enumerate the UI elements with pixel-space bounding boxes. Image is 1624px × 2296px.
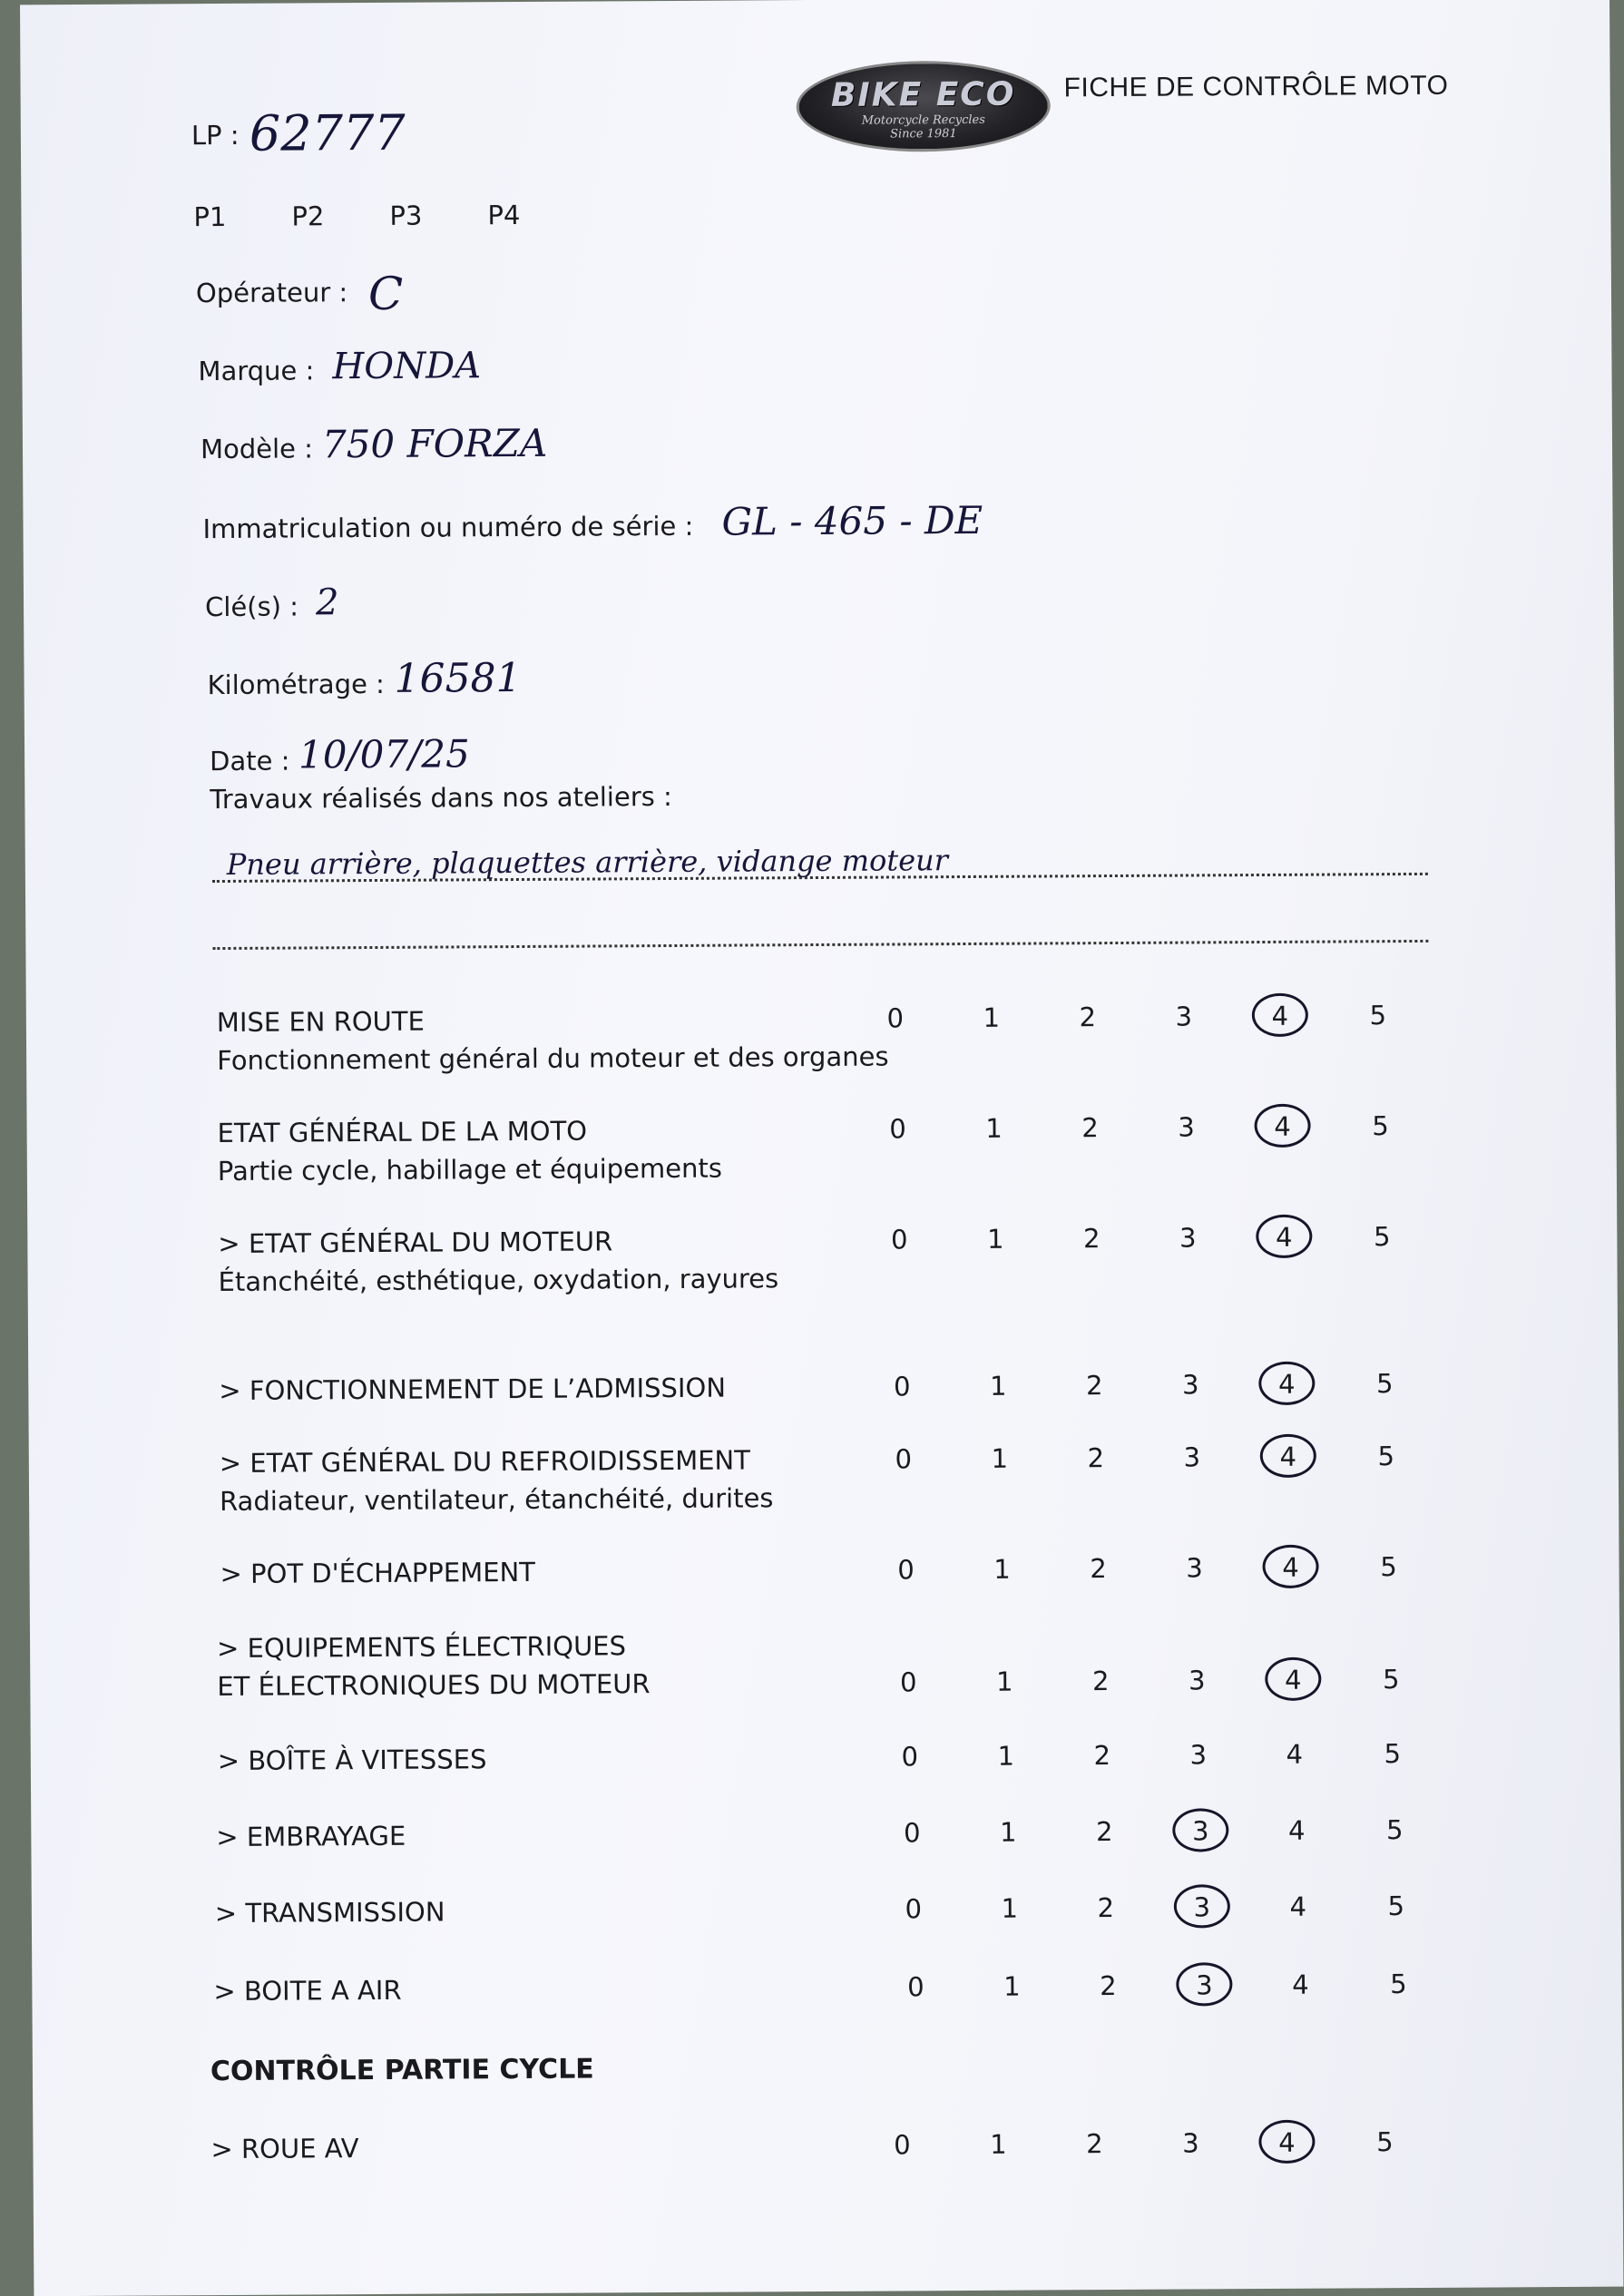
row-score-0[interactable]: 0 xyxy=(904,1817,921,1849)
travaux-value[interactable]: Pneu arrière, plaquettes arrière, vidange moteur xyxy=(226,843,949,882)
row-score-1[interactable]: 1 xyxy=(989,1370,1007,1402)
row-score-1[interactable]: 1 xyxy=(985,1112,1003,1144)
row-score-0[interactable]: 0 xyxy=(895,1443,913,1475)
row-score-0[interactable]: 0 xyxy=(901,1741,919,1773)
row-score-2[interactable]: 2 xyxy=(1083,1223,1101,1255)
row-score-2[interactable]: 2 xyxy=(1087,1442,1105,1474)
row-score-1[interactable]: 1 xyxy=(995,1666,1013,1697)
row-selected-circle xyxy=(1254,1104,1310,1148)
row-score-0[interactable]: 0 xyxy=(907,1971,925,2003)
immat-value[interactable]: GL - 465 - DE xyxy=(721,497,983,544)
row-score-5[interactable]: 5 xyxy=(1372,1110,1389,1142)
row-title: > EMBRAYAGE xyxy=(216,1820,406,1853)
row-score-2[interactable]: 2 xyxy=(1093,1740,1111,1772)
sheet-title: FICHE DE CONTRÔLE MOTO xyxy=(1063,70,1449,103)
row-score-3[interactable]: 3 xyxy=(1181,1369,1199,1401)
logo-brand: BIKE ECO xyxy=(830,75,1016,114)
row-title: MISE EN ROUTE xyxy=(216,1005,425,1039)
cles-value[interactable]: 2 xyxy=(315,581,339,624)
bike-eco-logo xyxy=(796,60,1051,152)
row-score-2[interactable]: 2 xyxy=(1085,1370,1103,1402)
row-score-3[interactable]: 3 xyxy=(1186,1552,1203,1584)
row-score-4[interactable]: 4 xyxy=(1276,1221,1293,1253)
row-title: > EQUIPEMENTS ÉLECTRIQUES xyxy=(216,1630,627,1665)
row-score-1[interactable]: 1 xyxy=(1001,1892,1019,1924)
row-score-4[interactable]: 4 xyxy=(1289,1891,1307,1922)
lp-value[interactable]: 62777 xyxy=(249,103,406,162)
row-score-5[interactable]: 5 xyxy=(1374,1221,1391,1253)
row-score-1[interactable]: 1 xyxy=(987,1223,1004,1255)
marque-label: Marque : xyxy=(198,355,315,387)
section-partie-cycle: CONTRÔLE PARTIE CYCLE xyxy=(210,2053,594,2088)
row-title: > ETAT GÉNÉRAL DU REFROIDISSEMENT xyxy=(219,1444,750,1480)
row-subtitle: Fonctionnement général du moteur et des organes xyxy=(217,1041,889,1077)
row-score-0[interactable]: 0 xyxy=(905,1893,923,1925)
row-selected-circle xyxy=(1262,1545,1318,1588)
row-title: > FONCTIONNEMENT DE L’ADMISSION xyxy=(219,1372,727,1407)
marque-value[interactable]: HONDA xyxy=(332,345,482,388)
row-score-3[interactable]: 3 xyxy=(1189,1739,1208,1771)
row-selected-circle xyxy=(1258,1362,1315,1405)
row-selected-circle xyxy=(1252,993,1308,1037)
row-score-0[interactable]: 0 xyxy=(891,1224,908,1255)
operateur-value[interactable]: C xyxy=(367,267,404,321)
row-score-3[interactable]: 3 xyxy=(1188,1665,1206,1696)
row-score-4[interactable]: 4 xyxy=(1274,1110,1291,1142)
position-p3[interactable]: P3 xyxy=(389,200,423,231)
position-p1[interactable]: P1 xyxy=(193,200,227,233)
cycle-row-score-3[interactable]: 3 xyxy=(1182,2127,1199,2159)
row-score-5[interactable]: 5 xyxy=(1382,1664,1400,1695)
cycle-row-score-0[interactable]: 0 xyxy=(894,2129,911,2161)
row-score-4[interactable]: 4 xyxy=(1277,1368,1296,1400)
row-selected-circle xyxy=(1176,1962,1232,2006)
km-label: Kilométrage : xyxy=(207,668,385,701)
row-score-4[interactable]: 4 xyxy=(1287,1814,1306,1846)
row-score-1[interactable]: 1 xyxy=(997,1740,1015,1772)
row-score-5[interactable]: 5 xyxy=(1377,1441,1395,1472)
logo-tagline-1: Motorcycle Recycles xyxy=(861,112,985,128)
travaux-line-2 xyxy=(212,940,1428,950)
operateur-label: Opérateur : xyxy=(195,277,348,309)
row-score-5[interactable]: 5 xyxy=(1387,1891,1405,1922)
inspection-sheet xyxy=(20,0,1623,2296)
row-selected-circle xyxy=(1256,1215,1312,1258)
row-score-4[interactable]: 4 xyxy=(1292,1969,1309,2000)
row-score-3[interactable]: 3 xyxy=(1178,1111,1195,1143)
row-subtitle: Étanchéité, esthétique, oxydation, rayures xyxy=(218,1263,779,1298)
row-score-2[interactable]: 2 xyxy=(1079,1001,1097,1033)
row-score-1[interactable]: 1 xyxy=(991,1442,1009,1474)
position-p2[interactable]: P2 xyxy=(291,200,325,232)
row-title: ETAT GÉNÉRAL DE LA MOTO xyxy=(217,1115,588,1149)
cles-label: Clé(s) : xyxy=(204,591,299,623)
row-score-1[interactable]: 1 xyxy=(1003,1970,1021,2002)
cycle-row-score-4[interactable]: 4 xyxy=(1278,2126,1296,2158)
immat-label: Immatriculation ou numéro de série : xyxy=(202,510,694,545)
row-score-1[interactable]: 1 xyxy=(983,1001,1001,1033)
row-score-3[interactable]: 3 xyxy=(1193,1891,1211,1923)
row-score-5[interactable]: 5 xyxy=(1375,1368,1394,1400)
row-selected-circle xyxy=(1172,1808,1228,1851)
logo-tagline-2: Since 1981 xyxy=(890,127,957,142)
cycle-row-score-5[interactable]: 5 xyxy=(1376,2126,1394,2158)
row-score-0[interactable]: 0 xyxy=(899,1666,917,1698)
row-score-5[interactable]: 5 xyxy=(1384,1738,1402,1770)
row-score-3[interactable]: 3 xyxy=(1179,1222,1197,1254)
travaux-label: Travaux réalisés dans nos ateliers : xyxy=(210,780,672,816)
row-score-5[interactable]: 5 xyxy=(1390,1969,1407,2000)
row-score-2[interactable]: 2 xyxy=(1096,1816,1113,1848)
row-score-0[interactable]: 0 xyxy=(886,1002,905,1034)
date-label: Date : xyxy=(210,745,290,777)
row-score-2[interactable]: 2 xyxy=(1081,1112,1099,1144)
row-score-5[interactable]: 5 xyxy=(1369,1000,1387,1031)
cycle-row-score-1[interactable]: 1 xyxy=(990,2128,1007,2160)
row-title: > ETAT GÉNÉRAL DU MOTEUR xyxy=(218,1226,613,1260)
row-title: > BOÎTE À VITESSES xyxy=(217,1744,487,1777)
lp-label: LP : xyxy=(191,119,240,151)
row-score-3[interactable]: 3 xyxy=(1175,1001,1193,1032)
row-score-0[interactable]: 0 xyxy=(889,1113,906,1145)
row-score-4[interactable]: 4 xyxy=(1279,1441,1297,1472)
row-score-3[interactable]: 3 xyxy=(1183,1441,1201,1473)
row-score-2[interactable]: 2 xyxy=(1097,1892,1115,1924)
row-title: > POT D'ÉCHAPPEMENT xyxy=(220,1556,536,1590)
row-score-4[interactable]: 4 xyxy=(1271,1000,1289,1031)
row-score-3[interactable]: 3 xyxy=(1196,1969,1213,2001)
row-score-0[interactable]: 0 xyxy=(894,1371,911,1402)
row-score-0[interactable]: 0 xyxy=(897,1554,915,1586)
row-score-1[interactable]: 1 xyxy=(1000,1816,1017,1848)
row-selected-circle xyxy=(1265,1657,1321,1701)
row-score-5[interactable]: 5 xyxy=(1380,1551,1397,1583)
row-selected-circle xyxy=(1174,1884,1230,1928)
row-score-2[interactable]: 2 xyxy=(1090,1553,1107,1585)
row-score-2[interactable]: 2 xyxy=(1091,1666,1110,1697)
modele-label: Modèle : xyxy=(200,433,314,465)
row-score-4[interactable]: 4 xyxy=(1282,1551,1299,1583)
cycle-row-score-2[interactable]: 2 xyxy=(1086,2128,1103,2160)
modele-value[interactable]: 750 FORZA xyxy=(321,420,548,467)
row-subtitle: ET ÉLECTRONIQUES DU MOTEUR xyxy=(217,1668,651,1703)
row-title: > BOITE A AIR xyxy=(213,1974,402,2008)
km-value[interactable]: 16581 xyxy=(394,654,522,702)
row-score-4[interactable]: 4 xyxy=(1286,1738,1304,1770)
row-score-4[interactable]: 4 xyxy=(1284,1664,1302,1695)
row-score-1[interactable]: 1 xyxy=(993,1553,1011,1585)
row-subtitle: Radiateur, ventilateur, étanchéité, durites xyxy=(219,1482,774,1518)
row-score-3[interactable]: 3 xyxy=(1191,1815,1209,1847)
row-score-5[interactable]: 5 xyxy=(1385,1814,1404,1846)
cycle-row-title: > ROUE AV xyxy=(210,2133,359,2165)
row-subtitle: Partie cycle, habillage et équipements xyxy=(217,1152,723,1187)
cycle-row-selected-circle xyxy=(1258,2120,1315,2164)
position-p4[interactable]: P4 xyxy=(487,199,521,231)
row-title: > TRANSMISSION xyxy=(214,1896,445,1930)
row-selected-circle xyxy=(1260,1434,1316,1478)
row-score-2[interactable]: 2 xyxy=(1100,1970,1117,2002)
date-value[interactable]: 10/07/25 xyxy=(298,731,470,777)
